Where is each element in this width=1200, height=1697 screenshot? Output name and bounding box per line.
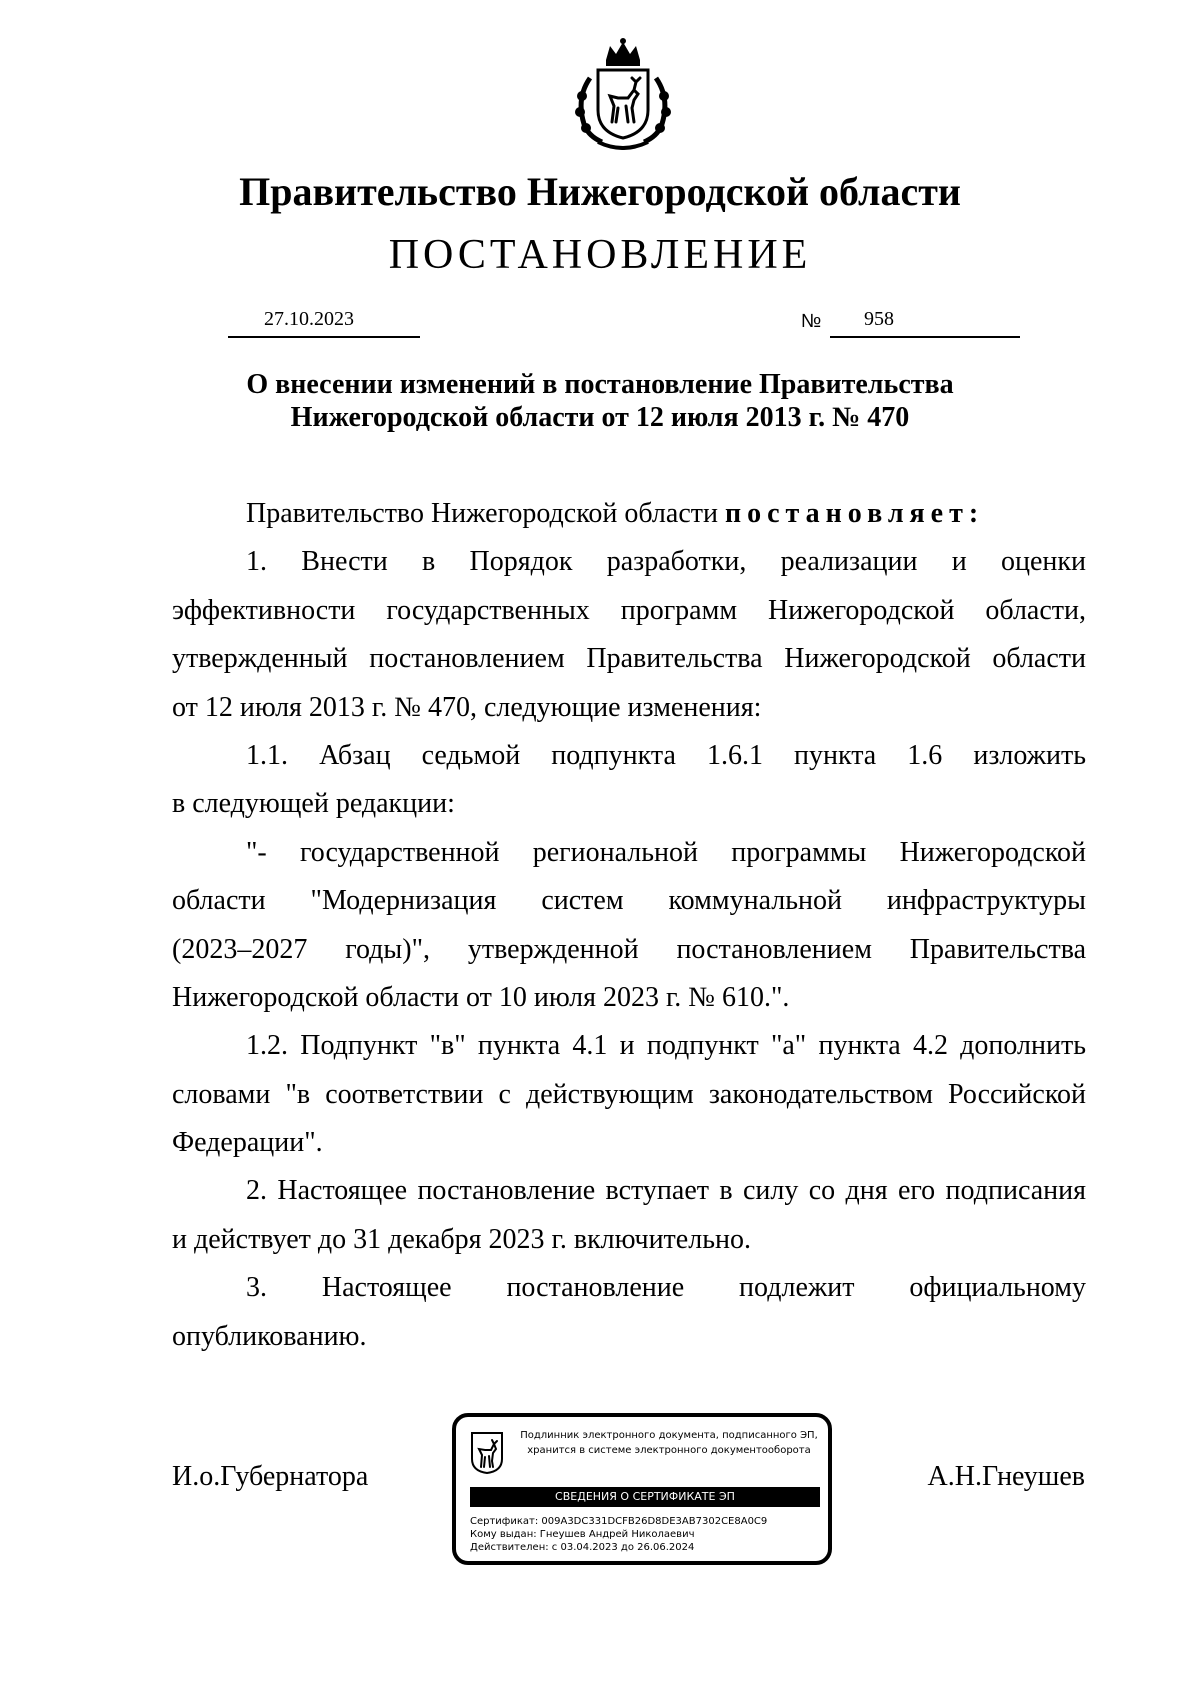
stamp-text: Подлинник электронного документа, подписанного ЭП,: [520, 1430, 818, 1441]
body-line: опубликованию.: [172, 1320, 367, 1352]
signatory-position: И.о.Губернатора: [172, 1461, 369, 1492]
subject-line: Нижегородской области от 12 июля 2013 г. № 470: [290, 402, 910, 433]
body-line: словами "в соответствии с действующим законодательством Российской: [172, 1078, 1086, 1110]
date-field: [228, 306, 420, 338]
body-line: Нижегородской области от 10 июля 2023 г. № 610.".: [172, 981, 790, 1013]
body-line: утвержденный постановлением Правительства Нижегородской области: [172, 643, 1086, 675]
subject-line: О внесении изменений в постановление Правительства: [246, 369, 954, 400]
body-line: (2023–2027 годы)", утвержденной постановлением Правительства: [172, 933, 1086, 965]
stamp-validity: Действителен: с 03.04.2023 до 26.06.2024: [470, 1542, 695, 1553]
stamp-certificate: Сертификат: 009A3DC331DCFB26D8DE3AB7302CE8A0C9: [470, 1516, 768, 1527]
signatory-name: А.Н.Гнеушев: [927, 1461, 1085, 1492]
stamp-issued-to: Кому выдан: Гнеушев Андрей Николаевич: [470, 1529, 695, 1540]
number-field: [830, 306, 1020, 338]
stamp-text: хранится в системе электронного документооборота: [527, 1445, 811, 1456]
body-line: и действует до 31 декабря 2023 г. включительно.: [172, 1223, 751, 1255]
body-line: 2. Настоящее постановление вступает в силу со дня его подписания: [246, 1175, 1086, 1207]
coat-of-arms-icon: [568, 38, 678, 150]
preamble: [172, 490, 1086, 538]
preamble-text: Правительство Нижегородской области: [246, 498, 725, 529]
number-sign: №: [801, 311, 822, 332]
body-line: Федерации".: [172, 1127, 323, 1159]
preamble-verb: постановляет:: [724, 498, 985, 529]
government-title: Правительство Нижегородской области: [239, 169, 961, 214]
body-line: "- государственной региональной программы Нижегородской: [246, 836, 1086, 868]
body-line: 1. Внести в Порядок разработки, реализации и оценки: [246, 546, 1086, 578]
body-line: эффективности государственных программ Нижегородской области,: [172, 594, 1086, 626]
document-subject: [0, 368, 1200, 434]
document-type: ПОСТАНОВЛЕНИЕ: [388, 232, 812, 278]
body-line: 1.1. Абзац седьмой подпункта 1.6.1 пункта 1.6 изложить: [246, 739, 1086, 771]
body-line: 1.2. Подпункт "в" пункта 4.1 и подпункт "а" пункта 4.2 дополнить: [246, 1030, 1086, 1062]
body-line: области "Модернизация систем коммунальной инфраструктуры: [172, 885, 1086, 917]
document-body: [172, 490, 1086, 1361]
deer-shield-icon: [470, 1431, 504, 1475]
body-line: 3. Настоящее постановление подлежит официальному: [246, 1272, 1086, 1304]
document-date: 27.10.2023: [264, 308, 354, 330]
e-signature-stamp: [452, 1413, 832, 1565]
stamp-header: СВЕДЕНИЯ О СЕРТИФИКАТЕ ЭП: [470, 1487, 820, 1507]
body-line: от 12 июля 2013 г. № 470, следующие изменения:: [172, 691, 762, 723]
body-line: в следующей редакции:: [172, 788, 455, 820]
document-number: 958: [864, 308, 894, 330]
